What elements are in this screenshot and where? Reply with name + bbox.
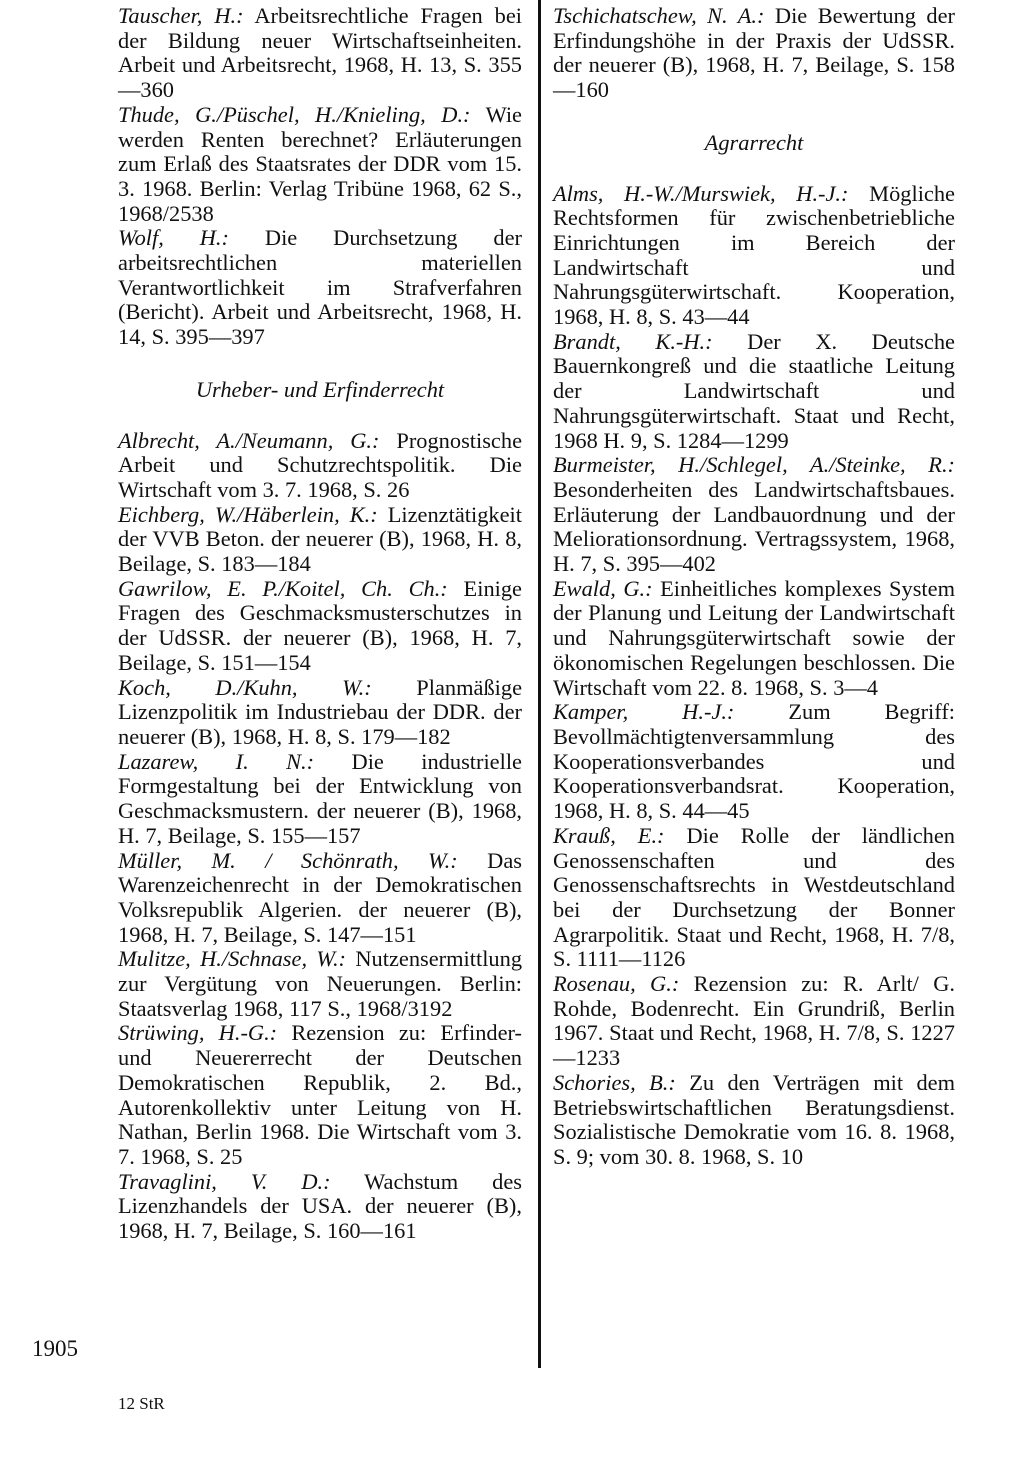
entry-text: Die Durchsetzung der arbeitsrechtlichen materiellen Verantwortlichkeit im Strafverfahren (Bericht). Arbeit und Arbeitsrecht, 1968, H. 14, S. 395—397 — [118, 225, 523, 350]
column-rule — [538, 0, 541, 1368]
entry-text: Zum Begriff: Bevollmächtigtenversammlung des Kooperationsverbandes und Kooperationsverbandsrat. Kooperation, 1968, H. 8, S. 44—45 — [553, 699, 955, 824]
entry-text: Prognostische Arbeit und Schutzrechtspolitik. Die Wirtschaft vom 3. 7. 1968, S. 26 — [118, 427, 523, 502]
entry-text: Planmäßige Lizenzpolitik im Industriebau der DDR. der neuerer (B), 1968, H. 8, S. 179—182 — [118, 674, 523, 749]
entry-text: Nutzensermittlung zur Vergütung von Neuerungen. Berlin: Staatsverlag 1968, 117 S., 1968/3192 — [118, 946, 523, 1021]
bibliography-entry — [118, 750, 522, 849]
entry-text: Die Rolle der ländlichen Genossenschaften und des Genossenschaftsrechts in Westdeutschland bei der Durchsetzung der Bonner Agrarpolitik. Staat und Recht, 1968, H. 7/8, S. 1111—1126 — [553, 822, 955, 972]
signature-mark: 12 StR — [118, 1394, 165, 1413]
entry-author: Tauscher, H.: — [118, 3, 244, 28]
entry-text: Mögliche Rechtsformen für zwischenbetriebliche Einrichtungen im Bereich der Landwirtschaft und Nahrungsgüterwirtschaft. Kooperation, 1968, H. 8, S. 43—44 — [553, 180, 955, 330]
entry-text: Zu den Verträgen mit dem Betriebswirtschaftlichen Beratungsdienst. Sozialistische Demokratie vom 16. 8. 1968, S. 9; vom 30. 8. 1968, S. 10 — [553, 1069, 955, 1169]
entry-author: Tschichatschew, N. A.: — [553, 3, 765, 28]
bibliography-entry — [553, 824, 955, 972]
entry-author: Krauß, E.: — [553, 822, 665, 848]
bibliography-entry — [553, 4, 955, 103]
bibliography-entry — [553, 182, 955, 330]
section-heading-urheberrecht: Urheber- und Erfinderrecht — [195, 376, 445, 402]
entry-author: Strüwing, H.-G.: — [118, 1020, 278, 1046]
entry-text: Wie werden Renten berechnet? Erläuterungen zum Erlaß des Staatsrates der DDR vom 15. 3. 1968. Berlin: Verlag Tribüne 1968, 62 S., 1968/2538 — [118, 101, 522, 226]
bibliography-entry — [118, 577, 522, 676]
entry-author: Rosenau, G.: — [553, 971, 680, 997]
bibliography-entry — [553, 972, 955, 1071]
bibliography-entry — [118, 4, 522, 103]
entry-text: Rezension zu: R. Arlt/ G. Rohde, Bodenrecht. Ein Grundriß, Berlin 1967. Staat und Recht, 1968, H. 7/8, S. 1227—1233 — [553, 971, 955, 1071]
bibliography-entry — [553, 700, 955, 824]
bibliography-entry — [118, 676, 522, 750]
bibliography-entry — [553, 453, 955, 577]
bibliography-entry — [118, 1170, 522, 1244]
entry-author: Müller, M. / Schönrath, W.: — [118, 847, 458, 873]
right-entries-top — [553, 4, 955, 103]
entry-author: Eichberg, W./Häberlein, K.: — [118, 501, 378, 527]
entry-text: Einige Fragen des Geschmacksmusterschutzes in der UdSSR. der neuerer (B), 1968, H. 7, Beilage, S. 151—154 — [118, 575, 522, 675]
entry-text: Einheitliches komplexes System der Planung und Leitung der Landwirtschaft und Nahrungsgüterwirtschaft sowie der ökonomischen Regelungen beschlossen. Die Wirtschaft vom 22. 8. 1968, S. 3—4 — [553, 575, 955, 700]
entry-text: Die industrielle Formgestaltung bei der Entwicklung von Geschmacksmustern. der neuerer (B), 1968, H. 7, Beilage, S. 155—157 — [118, 748, 522, 848]
entry-author: Brandt, K.-H.: — [553, 328, 713, 354]
entry-text: Arbeitsrechtliche Fragen bei der Bildung neuer Wirtschaftseinheiten. Arbeit und Arbeitsrecht, 1968, H. 13, S. 355—360 — [118, 3, 522, 103]
bibliography-entry — [118, 429, 522, 503]
entry-text: Lizenztätigkeit der VVB Beton. der neuerer (B), 1968, H. 8, Beilage, S. 183—184 — [118, 501, 522, 577]
entry-author: Ewald, G.: — [553, 575, 653, 601]
page-number: 1905 — [32, 1336, 78, 1361]
entry-text: Die Bewertung der Erfindungshöhe in der Praxis der UdSSR. der neuerer (B), 1968, H. 7, Beilage, S. 158—160 — [553, 3, 955, 103]
entry-author: Alms, H.-W./Murswiek, H.-J.: — [553, 180, 849, 206]
entry-text: Der X. Deutsche Bauernkongreß und die staatliche Leitung der Landwirtschaft und Nahrungsgüterwirtschaft. Staat und Recht, 1968 H. 9, S. 1284—1299 — [553, 328, 955, 453]
entry-author: Koch, D./Kuhn, W.: — [118, 674, 372, 700]
right-entries-section — [553, 182, 955, 1170]
entry-author: Mulitze, H./Schnase, W.: — [118, 946, 347, 972]
bibliography-entry — [553, 330, 955, 454]
entry-author: Lazarew, I. N.: — [118, 748, 315, 774]
entry-author: Gawrilow, E. P./Koitel, Ch. Ch.: — [118, 575, 448, 601]
entry-author: Kamper, H.-J.: — [553, 699, 735, 725]
entry-author: Burmeister, H./Schlegel, A./Steinke, R.: — [553, 452, 955, 478]
bibliography-entry — [118, 1021, 522, 1169]
right-column — [553, 4, 955, 1170]
bibliography-entry — [553, 1071, 955, 1170]
entry-author: Albrecht, A./Neumann, G.: — [118, 427, 380, 453]
bibliography-entry — [553, 577, 955, 701]
entry-author: Travaglini, V. D.: — [118, 1168, 331, 1194]
entry-text: Das Warenzeichenrecht in der Demokratischen Volksrepublik Algerien. der neuerer (B), 1968, H. 7, Beilage, S. 147—151 — [118, 847, 522, 947]
entry-author: Wolf, H.: — [118, 225, 229, 251]
left-entries-top — [118, 4, 522, 350]
section-heading-agrarrecht: Agrarrecht — [704, 129, 804, 155]
entry-text: Rezension zu: Erfinder- und Neuererrecht der Deutschen Demokratischen Republik, 2. Bd., Autorenkollektiv unter Leitung von H. Nathan, Berlin 1968. Die Wirtschaft vom 3. 7. 1968, S. 25 — [118, 1020, 522, 1169]
bibliography-entry — [118, 947, 522, 1021]
bibliography-entry — [118, 226, 522, 350]
entry-author: Schories, B.: — [553, 1069, 676, 1095]
entry-text: Wachstum des Lizenzhandels der USA. der neuerer (B), 1968, H. 7, Beilage, S. 160—161 — [118, 1168, 522, 1244]
bibliography-entry — [118, 503, 522, 577]
left-column — [118, 4, 522, 1244]
bibliography-entry — [118, 849, 522, 948]
left-entries-section — [118, 429, 522, 1244]
bibliography-entry — [118, 103, 522, 227]
entry-author: Thude, G./Püschel, H./Knieling, D.: — [118, 101, 471, 127]
entry-text: Besonderheiten des Landwirtschaftsbaues. Erläuterung der Landbauordnung und der Meliorationsordnung. Vertragssystem, 1968, H. 7, S. 395—402 — [553, 476, 955, 577]
